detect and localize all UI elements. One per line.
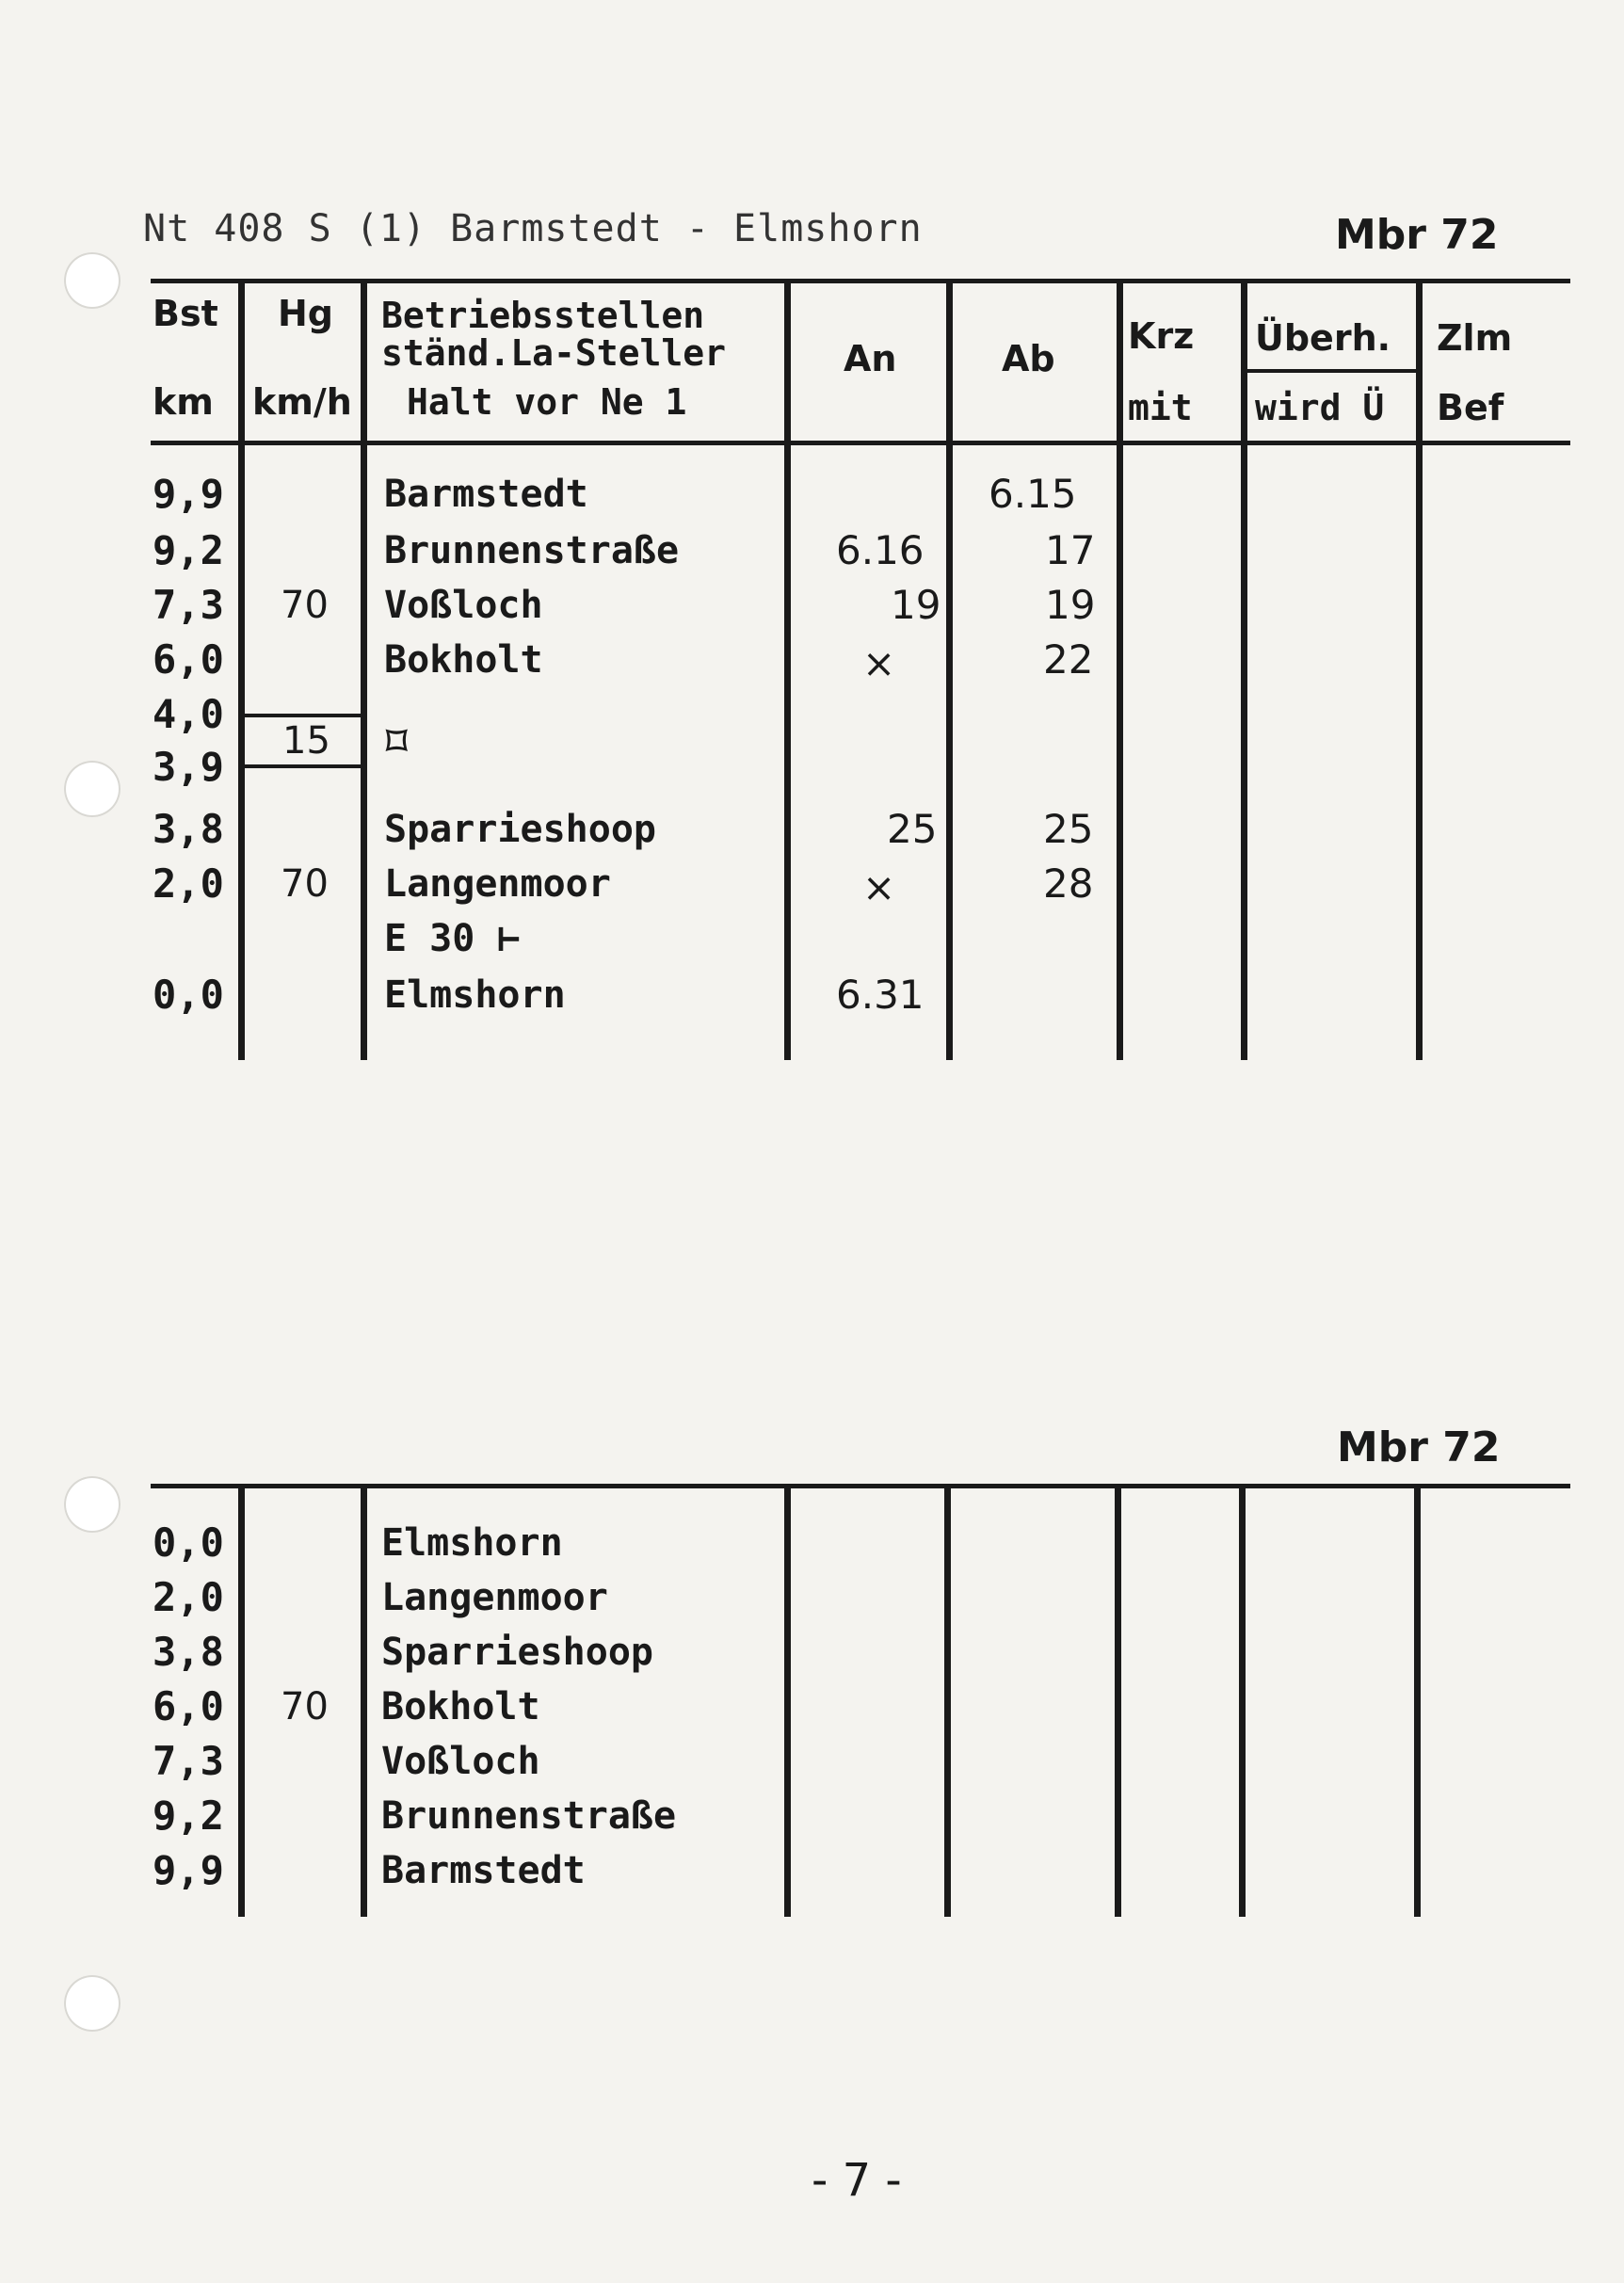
t1-row-6-km: 3,9 [153,744,224,790]
timetable1-title: Nt 408 S (1) Barmstedt - Elmshorn [143,207,923,250]
timetable1-col-divider-1 [238,279,245,1060]
timetable2-col-divider-4 [944,1484,951,1917]
t1-row-10-km: 0,0 [153,972,224,1018]
header-an: An [844,338,897,379]
uberh-split-rule [1247,369,1417,373]
t1-row-2-ab: 17 [1045,527,1096,573]
timetable2-col-divider-3 [784,1484,791,1917]
timetable1-col-divider-6 [1241,279,1247,1060]
t1-row-3-an: 19 [891,582,941,628]
t1-row-3-ab: 19 [1045,582,1096,628]
t1-row-9-marker: E 30 ⊢ [384,917,521,960]
header-mit: mit [1128,387,1193,428]
t1-row-4-station: Bokholt [384,638,543,682]
punch-hole-4 [64,1975,121,2032]
t1-row-1-ab: 6.15 [989,471,1077,517]
timetable1-col-divider-2 [361,279,367,1060]
punch-hole-1 [64,252,121,309]
t1-row-2-an: 6.16 [836,527,925,573]
t2-row-1-station: Elmshorn [381,1521,563,1565]
t1-row-1-station: Barmstedt [384,473,588,516]
t1-row-7-station: Sparrieshoop [384,808,656,851]
timetable1-col-divider-3 [784,279,791,1060]
t2-row-4-hg: 70 [281,1685,329,1728]
t1-row-4-km: 6,0 [153,636,224,683]
t2-row-3-station: Sparrieshoop [381,1631,653,1674]
t2-row-6-station: Brunnenstraße [381,1794,677,1838]
t2-row-4-station: Bokholt [381,1685,540,1728]
t2-row-2-km: 2,0 [153,1574,224,1620]
header-bef: Bef [1437,387,1504,428]
t1-row-3-station: Voßloch [384,584,543,627]
t1-row-4-ab: 22 [1043,636,1094,683]
t2-row-7-km: 9,9 [153,1847,224,1893]
t1-row-3-hg: 70 [281,584,329,627]
timetable2-mbr: Mbr 72 [1337,1423,1501,1471]
t2-row-2-station: Langenmoor [381,1576,608,1619]
header-bst: Bst [153,293,218,334]
t1-row-8-km: 2,0 [153,860,224,907]
t1-row-7-an: 25 [887,806,938,852]
t1-row-8-an: × [862,864,896,910]
header-zlm: Zlm [1437,317,1513,359]
t1-row-1-km: 9,9 [153,471,224,517]
t2-row-7-station: Barmstedt [381,1849,586,1892]
t2-row-3-km: 3,8 [153,1629,224,1675]
punch-hole-2 [64,761,121,817]
header-krz: Krz [1128,315,1195,357]
timetable1-col-divider-4 [946,279,953,1060]
t2-row-5-station: Voßloch [381,1740,540,1783]
timetable2-col-divider-6 [1239,1484,1246,1917]
header-km: km [153,381,214,423]
t1-row-7-ab: 25 [1043,806,1094,852]
header-betrieb-3: Halt vor Ne 1 [407,381,687,423]
header-uberh: Überh. [1255,317,1391,359]
t2-row-1-km: 0,0 [153,1519,224,1566]
timetable2-col-divider-7 [1414,1484,1421,1917]
timetable1-mbr: Mbr 72 [1335,211,1499,259]
timetable1-col-divider-7 [1416,279,1423,1060]
t1-row-2-km: 9,2 [153,527,224,573]
page-number: - 7 - [812,2154,902,2207]
header-betrieb-2: ständ.La-Steller [381,332,727,374]
t1-row-8-hg: 70 [281,862,329,906]
t2-row-4-km: 6,0 [153,1683,224,1729]
timetable2-col-divider-1 [238,1484,245,1917]
t1-row-6-hg: 15 [282,719,330,763]
header-ab: Ab [1002,338,1055,379]
t1-row-10-an: 6.31 [836,972,925,1018]
t1-row-8-station: Langenmoor [384,862,611,906]
t1-row-7-km: 3,8 [153,806,224,852]
punch-hole-3 [64,1476,121,1533]
t1-row-8-ab: 28 [1043,860,1094,907]
header-kmh: km/h [252,381,352,423]
header-wird: wird Ü [1255,387,1385,428]
t1-row-4-an: × [862,640,896,686]
timetable1-col-divider-5 [1117,279,1123,1060]
t1-row-2-station: Brunnenstraße [384,529,680,572]
t1-row-6-signal-icon: ⌑ [384,718,410,766]
timetable2-col-divider-5 [1115,1484,1121,1917]
t1-row-10-station: Elmshorn [384,973,566,1017]
t2-row-6-km: 9,2 [153,1793,224,1839]
header-hg: Hg [278,293,334,334]
t1-row-5-km: 4,0 [153,691,224,737]
timetable2-col-divider-2 [361,1484,367,1917]
header-betrieb-1: Betriebsstellen [381,295,705,336]
t1-row-3-km: 7,3 [153,582,224,628]
t2-row-5-km: 7,3 [153,1738,224,1784]
